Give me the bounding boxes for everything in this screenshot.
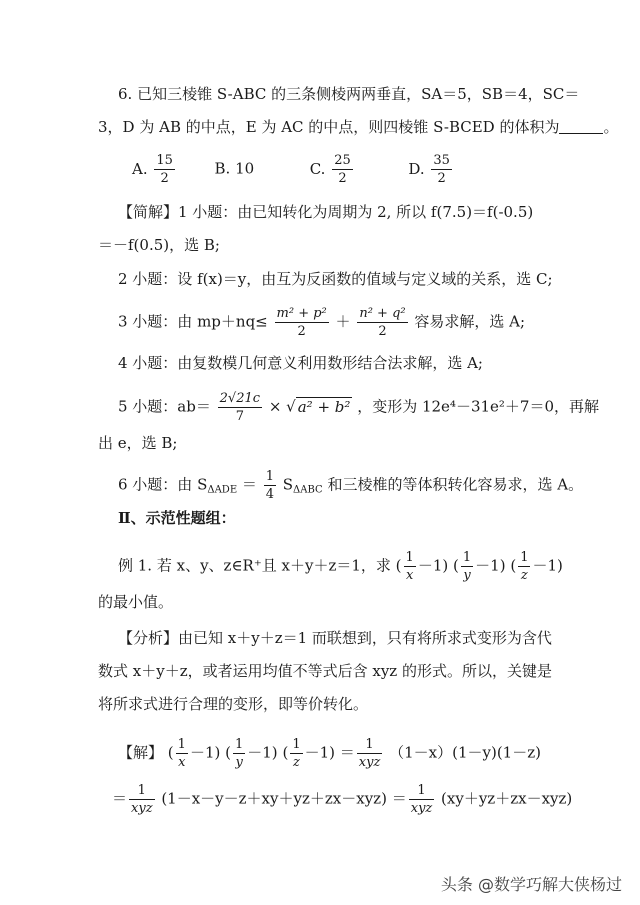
- solve-line2: ＝ $\frac{1}{\text{xyz}}$ (1－x－y－z＋xy＋yz＋zx－xyz) ＝ $\frac{1}{\text{xyz}}$ (xy＋yz＋zx－xyz): [112, 783, 573, 816]
- solution-1-line2: ＝－f(0.5)，选 B;: [98, 236, 220, 254]
- option-b: B. 10: [214, 159, 255, 178]
- analysis-line2: 数式 x＋y＋z，或者运用均值不等式后含 xyz 的形式。所以，关键是: [98, 662, 552, 680]
- solution-2: 2 小题：设 f(x)＝y，由互为反函数的值域与定义域的关系，选 C;: [118, 270, 553, 288]
- example-1-line2: 的最小值。: [98, 593, 174, 611]
- option-a: A. $\frac{15}{2}$: [132, 153, 173, 186]
- solution-5: 5 小题：ab＝ $\frac{2√21c}{7}$ × √ a² + b² ，变形为 12e⁴－31e²＋7＝0，再解: [118, 391, 600, 424]
- q6-line2: 3，D 为 AB 的中点，E 为 AC 的中点，则四棱锥 S-BCED 的体积为 。: [98, 118, 619, 136]
- solution-1-line1: 【简解】1 小题：由已知转化为周期为 2, 所以 f(7.5)＝f(-0.5): [118, 203, 534, 221]
- section-heading: Ⅱ、示范性题组：: [118, 509, 236, 527]
- solution-3: 3 小题：由 mp＋nq≤ $\frac{\text{m² + p²}}{2}$ ＋ $\frac{\text{n² + q²}}{2}$ 容易求解，选 A;: [118, 306, 526, 339]
- option-d: D. $\frac{35}{2}$: [408, 153, 450, 186]
- analysis-line1: 【分析】由已知 x＋y＋z＝1 而联想到，只有将所求式变形为含代: [118, 629, 552, 647]
- solution-6: 6 小题：由 $S_{\Delta ADE}$ ＝ $\frac{1}{4}$ $S_{\Delta ABC}$ 和三棱椎的等体积转化容易求，选 A。: [118, 469, 584, 502]
- option-c: C. $\frac{25}{2}$: [309, 153, 351, 186]
- solution-4: 4 小题：由复数模几何意义利用数形结合法求解，选 A;: [118, 354, 483, 372]
- q6-options: [132, 154, 454, 185]
- watermark: 头条 @数学巧解大侠杨过: [440, 875, 622, 894]
- solution-5-line2: 出 e，选 B;: [98, 434, 178, 452]
- q6-line1: 6. 已知三棱锥 S-ABC 的三条侧棱两两垂直，SA＝5，SB＝4，SC＝: [118, 85, 580, 103]
- answer-blank: [559, 119, 603, 134]
- solve-line1: 【解】 ( $\frac{1}{x}$ －1) ( $\frac{1}{y}$ －1) ( $\frac{1}{z}$ －1) ＝ $\frac{1}{\text{xyz}}$ （1－x）(1－y)(1－z): [118, 737, 541, 770]
- analysis-line3: 将所求式进行合理的变形，即等价转化。: [98, 695, 369, 713]
- example-1-line1: 例 1. 若 x、y、z∈R⁺且 x＋y＋z＝1，求 ( $\frac{1}{x}$ －1) ( $\frac{1}{y}$ －1) ( $\frac{1}{z}$ －1): [118, 550, 563, 583]
